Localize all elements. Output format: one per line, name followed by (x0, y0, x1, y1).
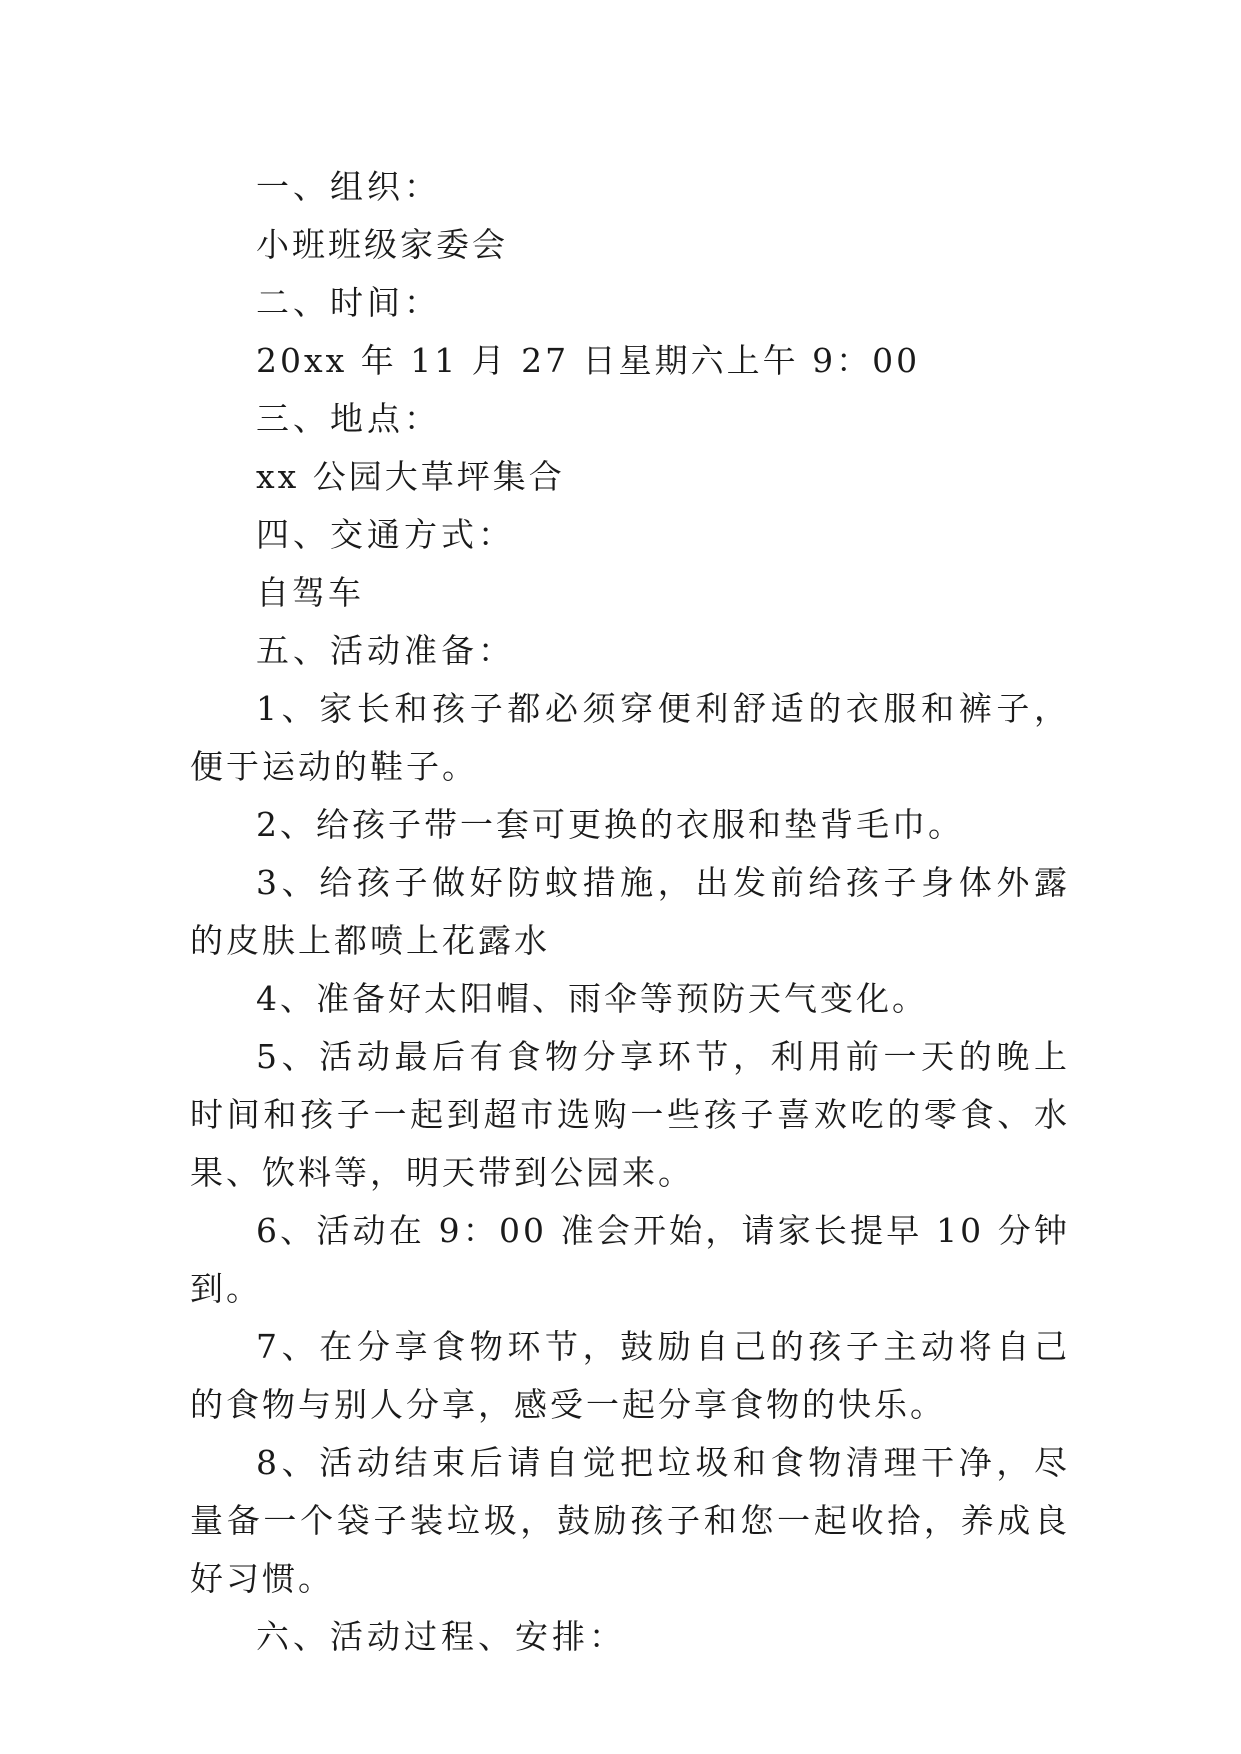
preparation-item-6: 6、活动在 9：00 准会开始，请家长提早 10 分钟到。 (190, 1211, 1070, 1308)
preparation-item-1: 1、家长和孩子都必须穿便利舒适的衣服和裤子，便于运动的鞋子。 (190, 689, 1070, 786)
section-heading-transport: 四、交通方式： (256, 515, 515, 554)
section-heading-time: 二、时间： (256, 283, 441, 322)
preparation-item-5: 5、活动最后有食物分享环节，利用前一天的晚上时间和孩子一起到超市选购一些孩子喜欢吃的零食、水果、饮料等，明天带到公园来。 (190, 1037, 1070, 1192)
section-heading-preparation: 五、活动准备： (256, 631, 515, 670)
location-text: xx 公园大草坪集合 (256, 457, 565, 496)
document-body (190, 158, 1070, 1666)
time-text: 20xx 年 11 月 27 日星期六上午 9：00 (256, 341, 921, 380)
organization-text: 小班班级家委会 (256, 225, 508, 264)
section-heading-location: 三、地点： (256, 399, 441, 438)
preparation-item-4: 4、准备好太阳帽、雨伞等预防天气变化。 (256, 979, 928, 1018)
section-heading-process: 六、活动过程、安排： (256, 1617, 626, 1656)
preparation-item-2: 2、给孩子带一套可更换的衣服和垫背毛巾。 (256, 805, 964, 844)
section-heading-organization: 一、组织： (256, 167, 441, 206)
preparation-item-3: 3、给孩子做好防蚊措施，出发前给孩子身体外露的皮肤上都喷上花露水 (190, 863, 1070, 960)
transport-text: 自驾车 (256, 573, 364, 612)
preparation-item-7: 7、在分享食物环节，鼓励自己的孩子主动将自己的食物与别人分享，感受一起分享食物的快乐。 (190, 1327, 1070, 1424)
preparation-item-8: 8、活动结束后请自觉把垃圾和食物清理干净，尽量备一个袋子装垃圾，鼓励孩子和您一起收拾，养成良好习惯。 (190, 1443, 1070, 1598)
